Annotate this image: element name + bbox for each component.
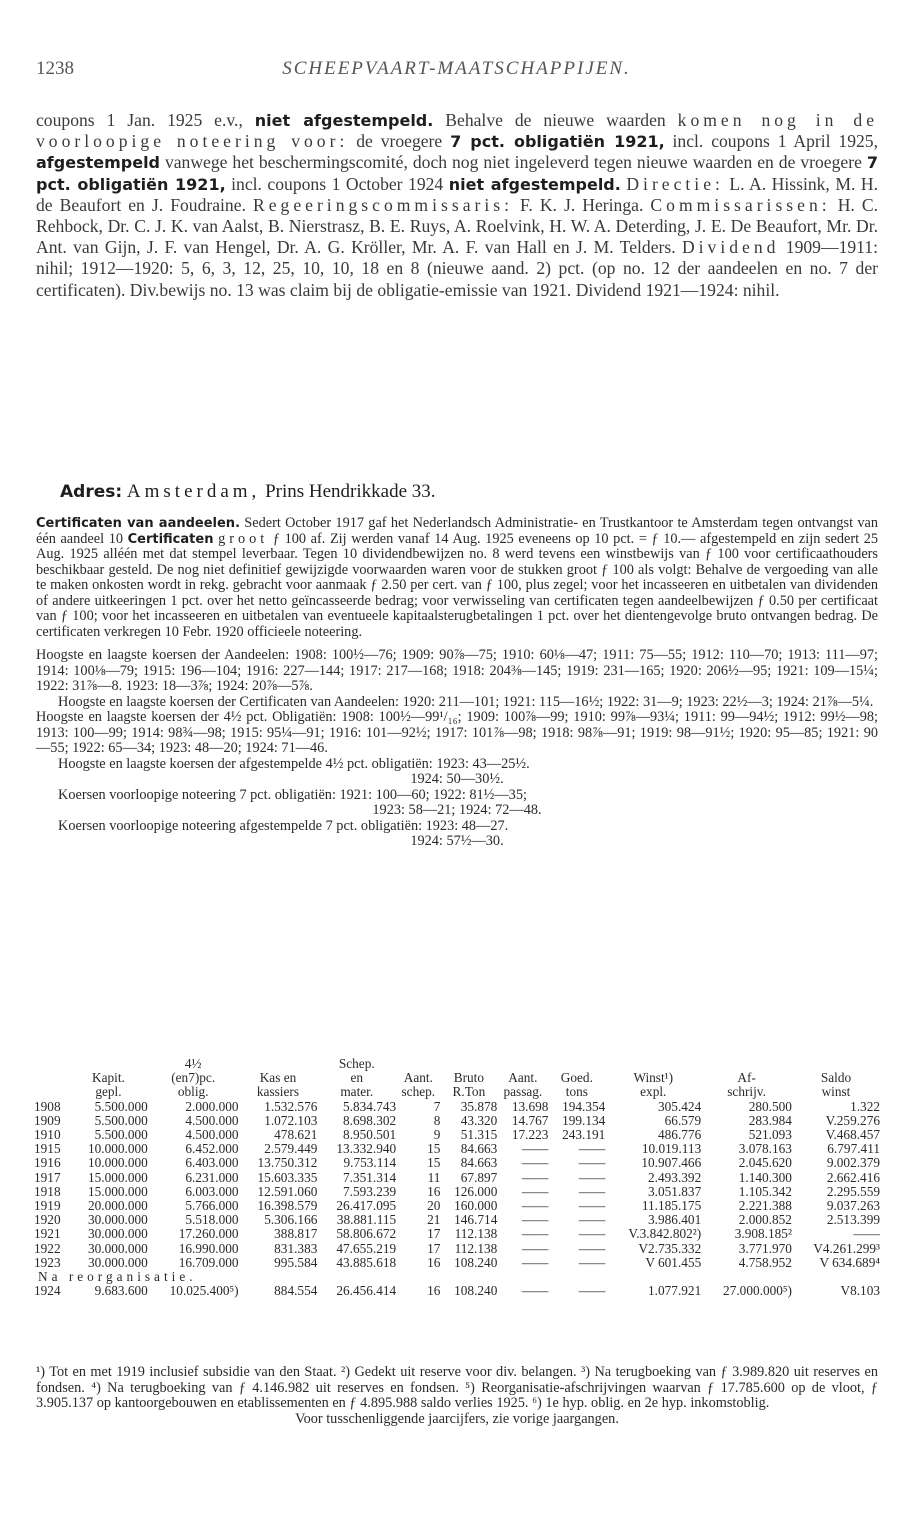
value-cell: 160.000 (454, 1198, 498, 1214)
address-city: Amsterdam, (126, 481, 261, 502)
dividend-label: Dividend (681, 237, 780, 258)
value-cell: 9.683.600 (94, 1283, 148, 1299)
value-cell: —— (521, 1155, 549, 1171)
value-cell: 47.655.219 (336, 1240, 397, 1256)
year-cell: 1910 (34, 1127, 61, 1143)
value-cell: V.468.457 (825, 1127, 880, 1143)
intro-spaced: komen nog in de voorloopige noteering voor: (36, 110, 879, 152)
value-cell: 9.037.263 (826, 1198, 880, 1214)
value-cell: 9 (433, 1127, 441, 1143)
value-cell: 7.593.239 (343, 1183, 397, 1199)
value-cell: 8 (433, 1112, 441, 1128)
table-row (34, 1128, 880, 1142)
value-cell: 4.500.000 (185, 1127, 239, 1143)
certificaten-paragraph (36, 516, 878, 640)
value-cell: 3.078.163 (738, 1141, 792, 1157)
value-cell: —— (521, 1198, 549, 1214)
value-cell: 2.221.388 (738, 1198, 792, 1214)
value-cell: 26.456.414 (336, 1283, 397, 1299)
value-cell: 7.351.314 (343, 1169, 397, 1185)
header-cell: Aant. (508, 1070, 538, 1086)
value-cell: 67.897 (460, 1169, 498, 1185)
value-cell: 3.051.837 (648, 1183, 702, 1199)
value-cell: 4.500.000 (185, 1112, 239, 1128)
address-label: Adres: (60, 482, 123, 502)
value-cell: 5.306.166 (264, 1212, 318, 1228)
value-cell: 15.603.335 (257, 1169, 318, 1185)
value-cell: 11.185.175 (641, 1198, 702, 1214)
table-row (34, 1227, 880, 1241)
header-cell: R.Ton (452, 1084, 486, 1100)
value-cell: 20.000.000 (87, 1198, 148, 1214)
table-row (34, 1242, 880, 1256)
intro-bold: 7 pct. obligatiën 1921, (36, 153, 878, 194)
value-cell: 2.045.620 (738, 1155, 792, 1171)
value-cell: 4.758.952 (738, 1254, 792, 1270)
intro-text: incl. coupons 1 October 1924 (231, 173, 444, 194)
year-cell: 1915 (34, 1141, 61, 1157)
dividend-text: 1909—1911: nihil; 1912—1920: 5, 6, 3, 12, 25, 10, 10, 18 en 8 (nieuwe aand. 2) pct. (op no. 12 der aandeelen en no. 7 der certificaten). Div.bewijs no. 13 was claim bij de obligatie-emissie van 1921. Dividend 1921—1924: nihil. (36, 237, 878, 300)
value-cell: 2.513.399 (826, 1212, 880, 1228)
value-cell: 112.138 (454, 1226, 498, 1242)
table-header-row (34, 1085, 880, 1099)
value-cell: 11 (427, 1169, 441, 1185)
value-cell: 16.990.000 (178, 1240, 239, 1256)
value-cell: 3.986.401 (648, 1212, 702, 1228)
header-cell: schrijv. (727, 1084, 766, 1100)
value-cell: 5.834.743 (343, 1098, 397, 1114)
value-cell: 388.817 (274, 1226, 318, 1242)
value-cell: 305.424 (658, 1098, 702, 1114)
table-row (34, 1100, 880, 1114)
koersen-voorloopig: Koersen voorloopige noteering 7 pct. obligatiën: 1921: 100—60; 1922: 81½—35; (58, 786, 527, 803)
value-cell: —— (578, 1169, 606, 1185)
koersen-afgestempeld: Hoogste en laagste koersen der afgestempelde 4½ pct. obligatiën: 1923: 43—25½. (58, 755, 530, 772)
directie-names: L. A. Hissink, M. H. de Beaufort en J. Foudraine. (36, 173, 878, 215)
company-intro (36, 110, 878, 301)
footnotes (36, 1365, 878, 1427)
header-cell: Bruto (453, 1070, 485, 1086)
table-row (34, 1213, 880, 1227)
value-cell: 17 (427, 1240, 441, 1256)
value-cell: 10.907.466 (641, 1155, 702, 1171)
address-line (60, 481, 436, 503)
value-cell: 14.767 (511, 1112, 549, 1128)
value-cell: 16 (427, 1254, 441, 1270)
certificaten-text: ƒ 100 af. Zij werden vanaf 14 Aug. 1925 eveneens op 10 pct. = ƒ 10.— afgestempeld en zijn sedert 25 Aug. 1925 alléén met dat stempel leverbaar. Tegen 10 dividendbewijzen no. 8 werd tevens een winstbewijs van ƒ 100 voor certificaathouders beschikbaar gesteld. De nog niet definitief gewijzigde voorwaarden waren voor de stukken groot ƒ 100 als volgt: Behalve de vergoeding van alle te maken onkosten wordt in rekg. gebracht voor aanmaak ƒ 2.50 per cert. van ƒ 100, plus zegel; voor het incasseeren en uitbetalen van dividenden of andere uitkeeringen 1 pct. over het netto geïncasseerde bedrag; voor verwisseling van certificaten tegen aandeelbewijzen ƒ 0.50 per certificaat van ƒ 100; voor het incasseeren en uitbetalen van eventueele kapitaalsterugbetalingen 1 pct. over het dientengevolge bruto ontvangen bedrag. De certificaten verkregen 10 Febr. 1920 officieele noteering. (36, 530, 879, 640)
value-cell: —— (521, 1226, 549, 1242)
address-street: Prins Hendrikkade 33. (265, 481, 436, 502)
value-cell: 146.714 (454, 1212, 498, 1228)
table-row (34, 1142, 880, 1156)
value-cell: 17.260.000 (178, 1226, 239, 1242)
certificaten-text: Sedert October 1917 gaf het Nederlandsch Administratie- en Trustkantoor te Amsterdam tegen ontvangst van één aandeel 10 (36, 515, 878, 547)
value-cell: V 634.689⁴ (819, 1254, 880, 1270)
value-cell: —— (521, 1283, 549, 1299)
regeeringscommissaris-name: F. K. J. Heringa. (520, 194, 644, 215)
header-cell: mater. (340, 1084, 374, 1100)
year-cell: 1908 (34, 1098, 61, 1114)
koersen-certificaten: Hoogste en laagste koersen der Certificaten van Aandeelen: 1920: 211—101; 1921: 115—16½; 1922: 31—9; 1923: 22½—3; 1924: 21⅞—5¼. (58, 693, 874, 710)
header-cell: tons (565, 1084, 588, 1100)
value-cell: 15.000.000 (87, 1183, 148, 1199)
koersen-afgestempeld-1924: 1924: 50—30½. (410, 771, 504, 787)
header-cell: oblig. (177, 1084, 209, 1100)
value-cell: 2.579.449 (264, 1141, 318, 1157)
value-cell: 1.105.342 (738, 1183, 792, 1199)
koersen-obligatien: Hoogste en laagste koersen der 4½ pct. Obligatiën: 1908: 100½—99¹/₁₆; 1909: 100⅞—99; 1910: 99⅞—93¼; 1911: 99—94½; 1912: 99½—98; 1913: 100—99; 1914: 98¾—98; 1915: 95¼—91; 1916: 101—92½; 1917: 101⅞—98; 1918: 98⅞—91; 1919: 98—91½; 1920: 95—85; 1921: 90—55; 1922: 65—34; 1923: 48—20; 1924: 71—46. (36, 709, 878, 756)
value-cell: 6.452.000 (185, 1141, 239, 1157)
value-cell: —— (578, 1226, 606, 1242)
value-cell: V.3.842.802²) (628, 1226, 702, 1242)
value-cell: 108.240 (454, 1254, 498, 1270)
table-row (34, 1270, 880, 1284)
page-number: 1238 (36, 58, 74, 79)
value-cell: 5.518.000 (185, 1212, 239, 1228)
value-cell: 1.072.103 (264, 1112, 318, 1128)
value-cell: —— (578, 1283, 606, 1299)
header-cell: gepl. (95, 1084, 122, 1100)
value-cell: 7 (433, 1098, 441, 1114)
value-cell: 51.315 (460, 1127, 498, 1143)
value-cell: 35.878 (460, 1098, 498, 1114)
value-cell: 10.000.000 (87, 1141, 148, 1157)
koersen-voorloopig-cont: 1923: 58—21; 1924: 72—48. (372, 802, 542, 818)
header-cell (605, 1057, 701, 1071)
certificaten-spaced: groot (218, 530, 269, 547)
header-cell: Goed. (560, 1070, 593, 1086)
header-cell (396, 1057, 440, 1071)
intro-text: de vroegere (356, 131, 443, 152)
value-cell: 16.709.000 (178, 1254, 239, 1270)
value-cell: 15 (427, 1155, 441, 1171)
year-cell: 1924 (34, 1283, 61, 1299)
value-cell: 884.554 (274, 1283, 318, 1299)
value-cell: —— (521, 1183, 549, 1199)
header-cell (34, 1057, 69, 1071)
year-cell: 1916 (34, 1155, 61, 1171)
value-cell: 10.000.000 (87, 1155, 148, 1171)
value-cell: 280.500 (748, 1098, 792, 1114)
value-cell: 17 (427, 1226, 441, 1242)
value-cell: —— (521, 1212, 549, 1228)
footnote-text: ¹) Tot en met 1919 inclusief subsidie van den Staat. ²) Gedekt uit reserve voor div. belangen. ³) Na terugboeking van ƒ 3.989.820 uit reserves en fondsen. ⁴) Na terugboeking van ƒ 4.146.982 uit reserves en fondsen. ⁵) Reorganisatie-afschrijvingen waarvan ƒ 17.785.600 op de vloot, ƒ 3.905.137 op kantoorgebouwen en etablissementen en ƒ 4.895.988 saldo verlies 1925. ⁶) 1e hyp. oblig. en 2e hyp. inkomstoblig. (36, 1364, 878, 1411)
value-cell: 16 (427, 1283, 441, 1299)
header-cell: winst (821, 1084, 851, 1100)
value-cell: 1.077.921 (648, 1283, 702, 1299)
header-cell: schep. (401, 1084, 436, 1100)
table-header-row (34, 1057, 880, 1071)
value-cell: 27.000.000⁵) (723, 1283, 792, 1299)
value-cell: 58.806.672 (336, 1226, 397, 1242)
koersen-voorloopig-afgestempeld: Koersen voorloopige noteering afgestempelde 7 pct. obligatiën: 1923: 48—27. (58, 817, 509, 834)
value-cell: V4.261.299³ (813, 1240, 880, 1256)
value-cell: —— (521, 1141, 549, 1157)
value-cell: 3.771.970 (738, 1240, 792, 1256)
value-cell: 84.663 (460, 1141, 498, 1157)
header-cell: Saldo (820, 1070, 852, 1086)
value-cell: 112.138 (454, 1240, 498, 1256)
value-cell: 108.240 (454, 1283, 498, 1299)
year-cell: 1923 (34, 1254, 61, 1270)
running-title: SCHEEPVAART-MAATSCHAPPIJEN. (282, 58, 631, 79)
header-cell (34, 1085, 69, 1099)
value-cell: 6.403.000 (185, 1155, 239, 1171)
header-cell (701, 1057, 792, 1071)
header-cell: Kapit. (91, 1070, 125, 1086)
value-cell: —— (853, 1226, 880, 1242)
table-row (34, 1284, 880, 1298)
value-cell: 1.140.300 (738, 1169, 792, 1185)
value-cell: —— (578, 1155, 606, 1171)
page-header (0, 50, 913, 90)
table-row (34, 1171, 880, 1185)
header-cell: Kas en (259, 1070, 297, 1086)
value-cell: —— (578, 1240, 606, 1256)
value-cell: 26.417.095 (336, 1198, 397, 1214)
value-cell: 5.500.000 (94, 1127, 148, 1143)
year-cell: 1909 (34, 1112, 61, 1128)
value-cell: 6.003.000 (185, 1183, 239, 1199)
header-cell (548, 1057, 605, 1071)
value-cell: 243.191 (562, 1127, 606, 1143)
header-cell: Schep. (338, 1056, 375, 1071)
directie-label: Directie: (626, 173, 724, 194)
value-cell: 13.698 (511, 1098, 549, 1114)
value-cell: 66.579 (664, 1112, 702, 1128)
value-cell: 995.584 (274, 1254, 318, 1270)
table-header-row (34, 1071, 880, 1085)
value-cell: 5.500.000 (94, 1112, 148, 1128)
value-cell: 6.231.000 (185, 1169, 239, 1185)
value-cell: 30.000.000 (87, 1226, 148, 1242)
table-row (34, 1256, 880, 1270)
value-cell: —— (578, 1198, 606, 1214)
year-cell: 1920 (34, 1212, 61, 1228)
value-cell: V2.735.332 (638, 1240, 702, 1256)
value-cell: 10.025.400⁵) (169, 1283, 239, 1299)
value-cell: 521.093 (748, 1127, 792, 1143)
value-cell: 199.134 (562, 1112, 606, 1128)
value-cell: 12.591.060 (257, 1183, 318, 1199)
value-cell: 9.002.379 (826, 1155, 880, 1171)
header-cell (34, 1071, 69, 1085)
commissarissen-names: H. C. Rehbock, Dr. C. J. K. van Aalst, B. Nierstrasz, B. E. Ruys, A. Roelvink, H. W. A. Deterding, J. E. De Beaufort, Mr. Dr. Ant. van Gijn, J. F. van Hengel, Dr. A. G. Kröller, Mr. A. F. van Hall en J. M. Telders. (36, 194, 878, 258)
value-cell: 2.000.000 (185, 1098, 239, 1114)
header-cell: Af- (737, 1070, 756, 1086)
year-cell: 1918 (34, 1183, 61, 1199)
intro-bold: 7 pct. obligatiën 1921, (450, 132, 665, 152)
value-cell: 17.223 (511, 1127, 549, 1143)
table-row (34, 1156, 880, 1170)
value-cell: 21 (427, 1212, 441, 1228)
intro-text: incl. coupons 1 April 1925, (672, 131, 878, 152)
year-cell: 1919 (34, 1198, 61, 1214)
header-cell (792, 1057, 880, 1071)
value-cell: 478.621 (274, 1127, 318, 1143)
commissarissen-label: Commissarissen: (650, 194, 831, 215)
year-cell: 1917 (34, 1169, 61, 1185)
value-cell: 8.698.302 (343, 1112, 397, 1128)
intro-bold: afgestempeld (36, 153, 160, 173)
value-cell: 84.663 (460, 1155, 498, 1171)
value-cell: —— (578, 1212, 606, 1228)
value-cell: 3.908.185² (734, 1226, 792, 1242)
value-cell: 2.493.392 (648, 1169, 702, 1185)
header-cell (497, 1057, 548, 1071)
value-cell: 13.332.940 (336, 1141, 397, 1157)
header-cell: expl. (640, 1084, 667, 1100)
intro-bold: niet afgestempeld. (448, 174, 621, 194)
certificaten-heading-inline: Certificaten (127, 531, 214, 547)
koersen-aandeelen: Hoogste en laagste koersen der Aandeelen: 1908: 100½—76; 1909: 90⅞—75; 1910: 60⅛—47; 1911: 75—55; 1912: 110—70; 1913: 111—97; 1914: 100⅛—79; 1915: 196—104; 1916: 227—144; 1917: 217—168; 1918: 204⅜—145; 1919: 231—165; 1920: 206½—95; 1921: 109—15¼; 1922: 31⅞—8. 1923: 18—3⅞; 1924: 20⅞—5⅞. (36, 647, 878, 694)
value-cell: 831.383 (274, 1240, 318, 1256)
value-cell: —— (521, 1169, 549, 1185)
value-cell: 8.950.501 (343, 1127, 397, 1143)
value-cell: 2.295.559 (826, 1183, 880, 1199)
value-cell: 10.019.113 (641, 1141, 702, 1157)
value-cell: V.259.276 (825, 1112, 880, 1128)
value-cell: 16 (427, 1183, 441, 1199)
value-cell: 283.984 (748, 1112, 792, 1128)
intro-bold: niet afgestempeld. (254, 111, 434, 130)
table-body (34, 1100, 880, 1299)
value-cell: 20 (427, 1198, 441, 1214)
intro-text: vanwege het beschermingscomité, doch nog niet ingeleverd tegen nieuwe waarden en de vroegere (164, 152, 862, 173)
certificaten-heading: Certificaten van aandeelen. (36, 516, 241, 531)
value-cell: —— (521, 1254, 549, 1270)
value-cell: 30.000.000 (87, 1212, 148, 1228)
value-cell: 13.750.312 (257, 1155, 318, 1171)
header-cell (239, 1057, 318, 1071)
header-cell: passag. (503, 1084, 543, 1100)
table-row (34, 1185, 880, 1199)
financial-table (34, 1057, 880, 1298)
reorganisation-note: Na reorganisatie. (38, 1269, 197, 1285)
koersen-voorloopig-afgestempeld-cont: 1924: 57½—30. (410, 833, 504, 849)
year-cell: 1921 (34, 1226, 61, 1242)
value-cell: 30.000.000 (87, 1254, 148, 1270)
value-cell: —— (578, 1254, 606, 1270)
value-cell: V8.103 (840, 1283, 880, 1299)
value-cell: 1.322 (850, 1098, 880, 1114)
value-cell: 126.000 (454, 1183, 498, 1199)
value-cell: 16.398.579 (257, 1198, 318, 1214)
value-cell: —— (521, 1240, 549, 1256)
intro-text: Behalve de nieuwe waarden (445, 110, 666, 130)
header-cell: en (350, 1070, 364, 1086)
value-cell: 9.753.114 (343, 1155, 397, 1171)
table-header (34, 1057, 880, 1100)
table-row (34, 1199, 880, 1213)
value-cell: —— (578, 1183, 606, 1199)
value-cell: 15 (427, 1141, 441, 1157)
value-cell: 43.885.618 (336, 1254, 397, 1270)
value-cell: 1.532.576 (264, 1098, 318, 1114)
header-cell (440, 1057, 497, 1071)
value-cell: 30.000.000 (87, 1240, 148, 1256)
footnote-closing: Voor tusschenliggende jaarcijfers, zie vorige jaargangen. (295, 1410, 619, 1427)
header-cell: kassiers (256, 1084, 300, 1100)
value-cell: 486.776 (658, 1127, 702, 1143)
header-cell: (en7)pc. (171, 1070, 216, 1086)
value-cell: 15.000.000 (87, 1169, 148, 1185)
header-cell (69, 1057, 148, 1071)
table-row (34, 1114, 880, 1128)
regeeringscommissaris-label: Regeeringscommissaris: (252, 194, 513, 215)
intro-paragraph (36, 110, 878, 301)
value-cell: 2.662.416 (826, 1169, 880, 1185)
header-cell: Winst¹) (633, 1070, 674, 1086)
value-cell: —— (578, 1141, 606, 1157)
value-cell: 5.500.000 (94, 1098, 148, 1114)
value-cell: 43.320 (460, 1112, 498, 1128)
intro-text: coupons 1 Jan. 1925 e.v., (36, 110, 243, 130)
value-cell: V 601.455 (645, 1254, 702, 1270)
value-cell: 38.881.115 (336, 1212, 397, 1228)
value-cell: 2.000.852 (738, 1212, 792, 1228)
header-cell: Aant. (403, 1070, 433, 1086)
value-cell: 5.766.000 (185, 1198, 239, 1214)
value-cell: 6.797.411 (827, 1141, 880, 1157)
year-cell: 1922 (34, 1240, 61, 1256)
header-cell: 4½ (184, 1056, 202, 1071)
value-cell: 194.354 (562, 1098, 606, 1114)
certificaten-section (36, 516, 878, 850)
